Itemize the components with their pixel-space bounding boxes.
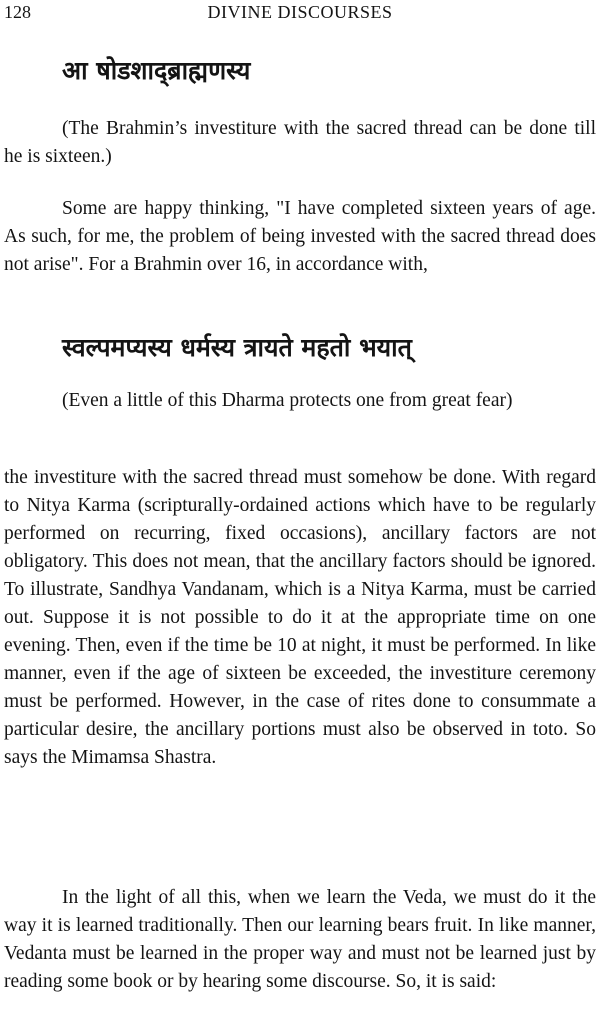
sanskrit-verse-2: स्वल्पमप्यस्य धर्मस्य त्रायते महतो भयात् [62,333,412,362]
paragraph-sixteen-years: Some are happy thinking, "I have completed sixteen years of age. As such, for me, the problem of being invested with the sacred thread does not arise". For a Brahmin over 16, in accordance with, [4,198,596,275]
paragraph-learning-veda: In the light of all this, when we learn the Veda, we must do it the way it is learned traditionally. Then our learning bears fruit. In like manner, Vedanta must be learned in the proper way and must not be learned just by reading some book or by hearing some discourse. So, it is said: [4,887,596,992]
sanskrit-verse-1: आ षोडशाद्ब्राह्मणस्य [62,56,251,85]
running-title: DIVINE DISCOURSES [207,2,393,22]
page-header [0,0,600,28]
paragraph-nitya-karma: the investiture with the sacred thread must somehow be done. With regard to Nitya Karma (scripturally-ordained actions which have to be regularly performed on recurring, fixed occasions), ancillary factors are not obligatory. This does not mean, that the ancillary factors should be ignored. To illustrate, Sandhya Vandanam, which is a Nitya Karma, must be carried out. Suppose it is not possible to do it at the appropriate time on one evening. Then, even if the time be 10 at night, it must be performed. In like manner, even if the age of sixteen be exceeded, the investiture ceremony must be performed. However, in the case of rites done to consummate a particular desire, the ancillary portions must also be observed in toto. So says the Mimamsa Shastra. [4,467,596,768]
page-number: 128 [4,2,31,22]
paragraph-translation-2: (Even a little of this Dharma protects one from great fear) [62,390,513,411]
paragraph-translation-1: (The Brahmin’s investiture with the sacred thread can be done till he is sixteen.) [4,118,596,167]
